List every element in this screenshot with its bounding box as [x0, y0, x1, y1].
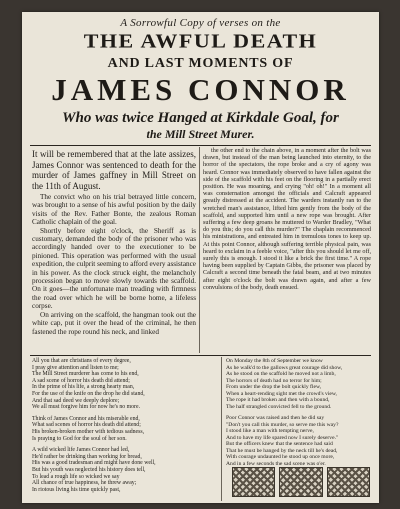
- woodcut-ornament: [279, 467, 322, 497]
- verse-line: As he stood on the scaffold he moved not a limb,: [226, 371, 336, 377]
- verse-line: The Mill Street murderer has come to his end,: [32, 371, 139, 378]
- verse-line: I pray give attention and listen to me;: [32, 364, 119, 371]
- verse-line: The rope it had broken and then with a bound,: [226, 397, 330, 403]
- verse-line: The horrors of death had no terror for him;: [226, 377, 322, 384]
- verse-line: On Monday the 8th of September we know: [226, 358, 323, 364]
- verse-line: A sad scene of horror his death did attend;: [32, 377, 130, 384]
- verse-divider: [221, 357, 222, 501]
- verse-left-column: [32, 358, 218, 501]
- verse-line: A wild wicked life James Connor had led,: [32, 447, 130, 454]
- verse-line: He'd rather be drinking than working for bread,: [32, 453, 142, 460]
- verse-line: From under the drop the bolt quickly flew,: [226, 384, 322, 390]
- verse-line: And that sad deed we deeply deplore;: [32, 397, 120, 404]
- verse-line: But his youth was neglected his history does tell,: [32, 466, 146, 473]
- verse-line: Poor Connor was raised and then he did say: [226, 415, 325, 421]
- verse-line: All chance of true happiness, he threw away;: [32, 480, 137, 487]
- verse-line: The half strangled convicted fell to the ground.: [226, 403, 332, 410]
- verse-line: All you that are christians of every degree,: [32, 358, 131, 364]
- header-title: THE AWFUL DEATH: [83, 29, 318, 52]
- prose-left-column: [32, 149, 196, 353]
- verse-line: "Don't you call this murder, so serve me this way?: [226, 421, 339, 428]
- verse-line: Is praying to God for the soul of her son.: [32, 435, 127, 442]
- prose-paragraph: On arriving on the scaffold, the hangman took out the white cap, put it over the head of the criminal, he then fastened the rope round his neck, and linked: [32, 310, 196, 336]
- header-intro: A Sorrowful Copy of verses on the: [120, 17, 281, 29]
- verse-line: What sad scenes of horror his death did attend;: [32, 422, 141, 429]
- verse-line: With courage undaunted he stood up once more,: [226, 454, 335, 460]
- prose-paragraph: Shortly before eight o'clock, the Sheriff as is customary, demanded the body of the prisoner who was accordingly handed over to the executioner to be pinioned. This operation was performed with the usual expedition, the culprit seeming to afford every assistance in his power. As the clock struck eight, the melancholy procession began to move slowly towards the scaffold. On it goes—the unfortunate man treading with firmness the road over which he will be borne home, a lifeless corpse.: [32, 226, 196, 311]
- verse-line: We all must forgive him for now he's no more.: [32, 404, 141, 411]
- verse-line: To lead a rough life so wicked we say: [32, 473, 120, 480]
- verse-line: For the use of the knife on the drop he did stand,: [32, 390, 145, 397]
- prose-paragraph: The convict who on his trial betrayed little concern, was brought to a sense of his awful position by the daily visits of the Rev. Father Bonte, the zealous Roman Catholic chaplain of the goal.: [32, 193, 196, 227]
- verse-right-column: [226, 358, 372, 467]
- ornament-row: [232, 467, 370, 497]
- verse-line: As he walk'd to the gallows great courage did show,: [226, 364, 343, 371]
- verse-line: Think of James Connor and his miserable end,: [32, 415, 140, 422]
- verse-line: And to have my life spared now I surely deserve.": [226, 434, 339, 441]
- broadside-sheet: [22, 12, 379, 503]
- verse-line: In the prime of his life, a strong hearty man,: [32, 384, 135, 391]
- header-tagline: Who was twice Hanged at Kirkdale Goal, for: [62, 110, 339, 126]
- divider-middle: [30, 355, 371, 356]
- woodcut-ornament: [232, 467, 275, 497]
- verse-line: But the officers knew that the sentence had said: [226, 441, 333, 447]
- verse-line: I stood like a man with tempting nerve,: [226, 428, 314, 434]
- verse-line: That he must be hanged by the neck till he's dead,: [226, 447, 338, 454]
- column-divider: [199, 147, 200, 353]
- header-name: JAMES CONNOR: [51, 72, 350, 107]
- prose-paragraph: the other end to the chain above, in a moment after the bolt was drawn, but instead of the man being launched into eternity, to the horror of the spectators, the rope broke and a cry of agony was heard. Connor was immediately observed to have fallen against the side of the scaffold with his feet on the flooring in a partially erect position. He was moaning, and crying "oh! oh!" In a moment all was consternation amongst the officials and Calcraft appeared greatly distressed at the accident. The warders instantly ran to the wretched man's assistance, lifted him gently from the body of the scaffold, and supported him until a new rope was brought. After suffering a few deep groans he muttered to Warder Bradley, "What do you this; do you call this murder?" The chaplain recommenced his ministrations, and entreated him in tremulous tones to keep up. At this point Connor, although suffering terrible physical pain, was heard to exclaim in a feeble voice, "after this you should let me off, surely this is enough. I stood it like a brick the first time." A rope having been supplied by Captain Gibbs, the prisoner was placed by Calcraft a second time beneath the fatal beam, and at two minutes after eight o'clock the bolt was drawn again, and after a few convulsions of the body, death ensued.: [203, 147, 371, 291]
- verse-line: His broken-broken mother with tedious sadness,: [32, 428, 145, 435]
- verse-line: In riotous living his time quickly past,: [32, 486, 121, 493]
- prose-paragraph: It will be remembered that at the late assizes, James Connor was sentenced to death for the murder of James gaffney in Mill Street on the 11th of August.: [32, 149, 196, 191]
- verse-line: His was a good tradesman and might have done well,: [32, 460, 156, 467]
- divider-top: [30, 145, 371, 146]
- header-tagline-2: the Mill Street Murer.: [146, 127, 255, 141]
- header-subtitle: AND LAST MOMENTS OF: [107, 56, 294, 71]
- woodcut-ornament: [327, 467, 370, 497]
- verse-line: When a heart-rending sight met the crowd's view,: [226, 390, 337, 397]
- prose-right-column: [203, 147, 371, 353]
- verse-line: And in a few seconds the sad scene was o'er.: [226, 460, 326, 467]
